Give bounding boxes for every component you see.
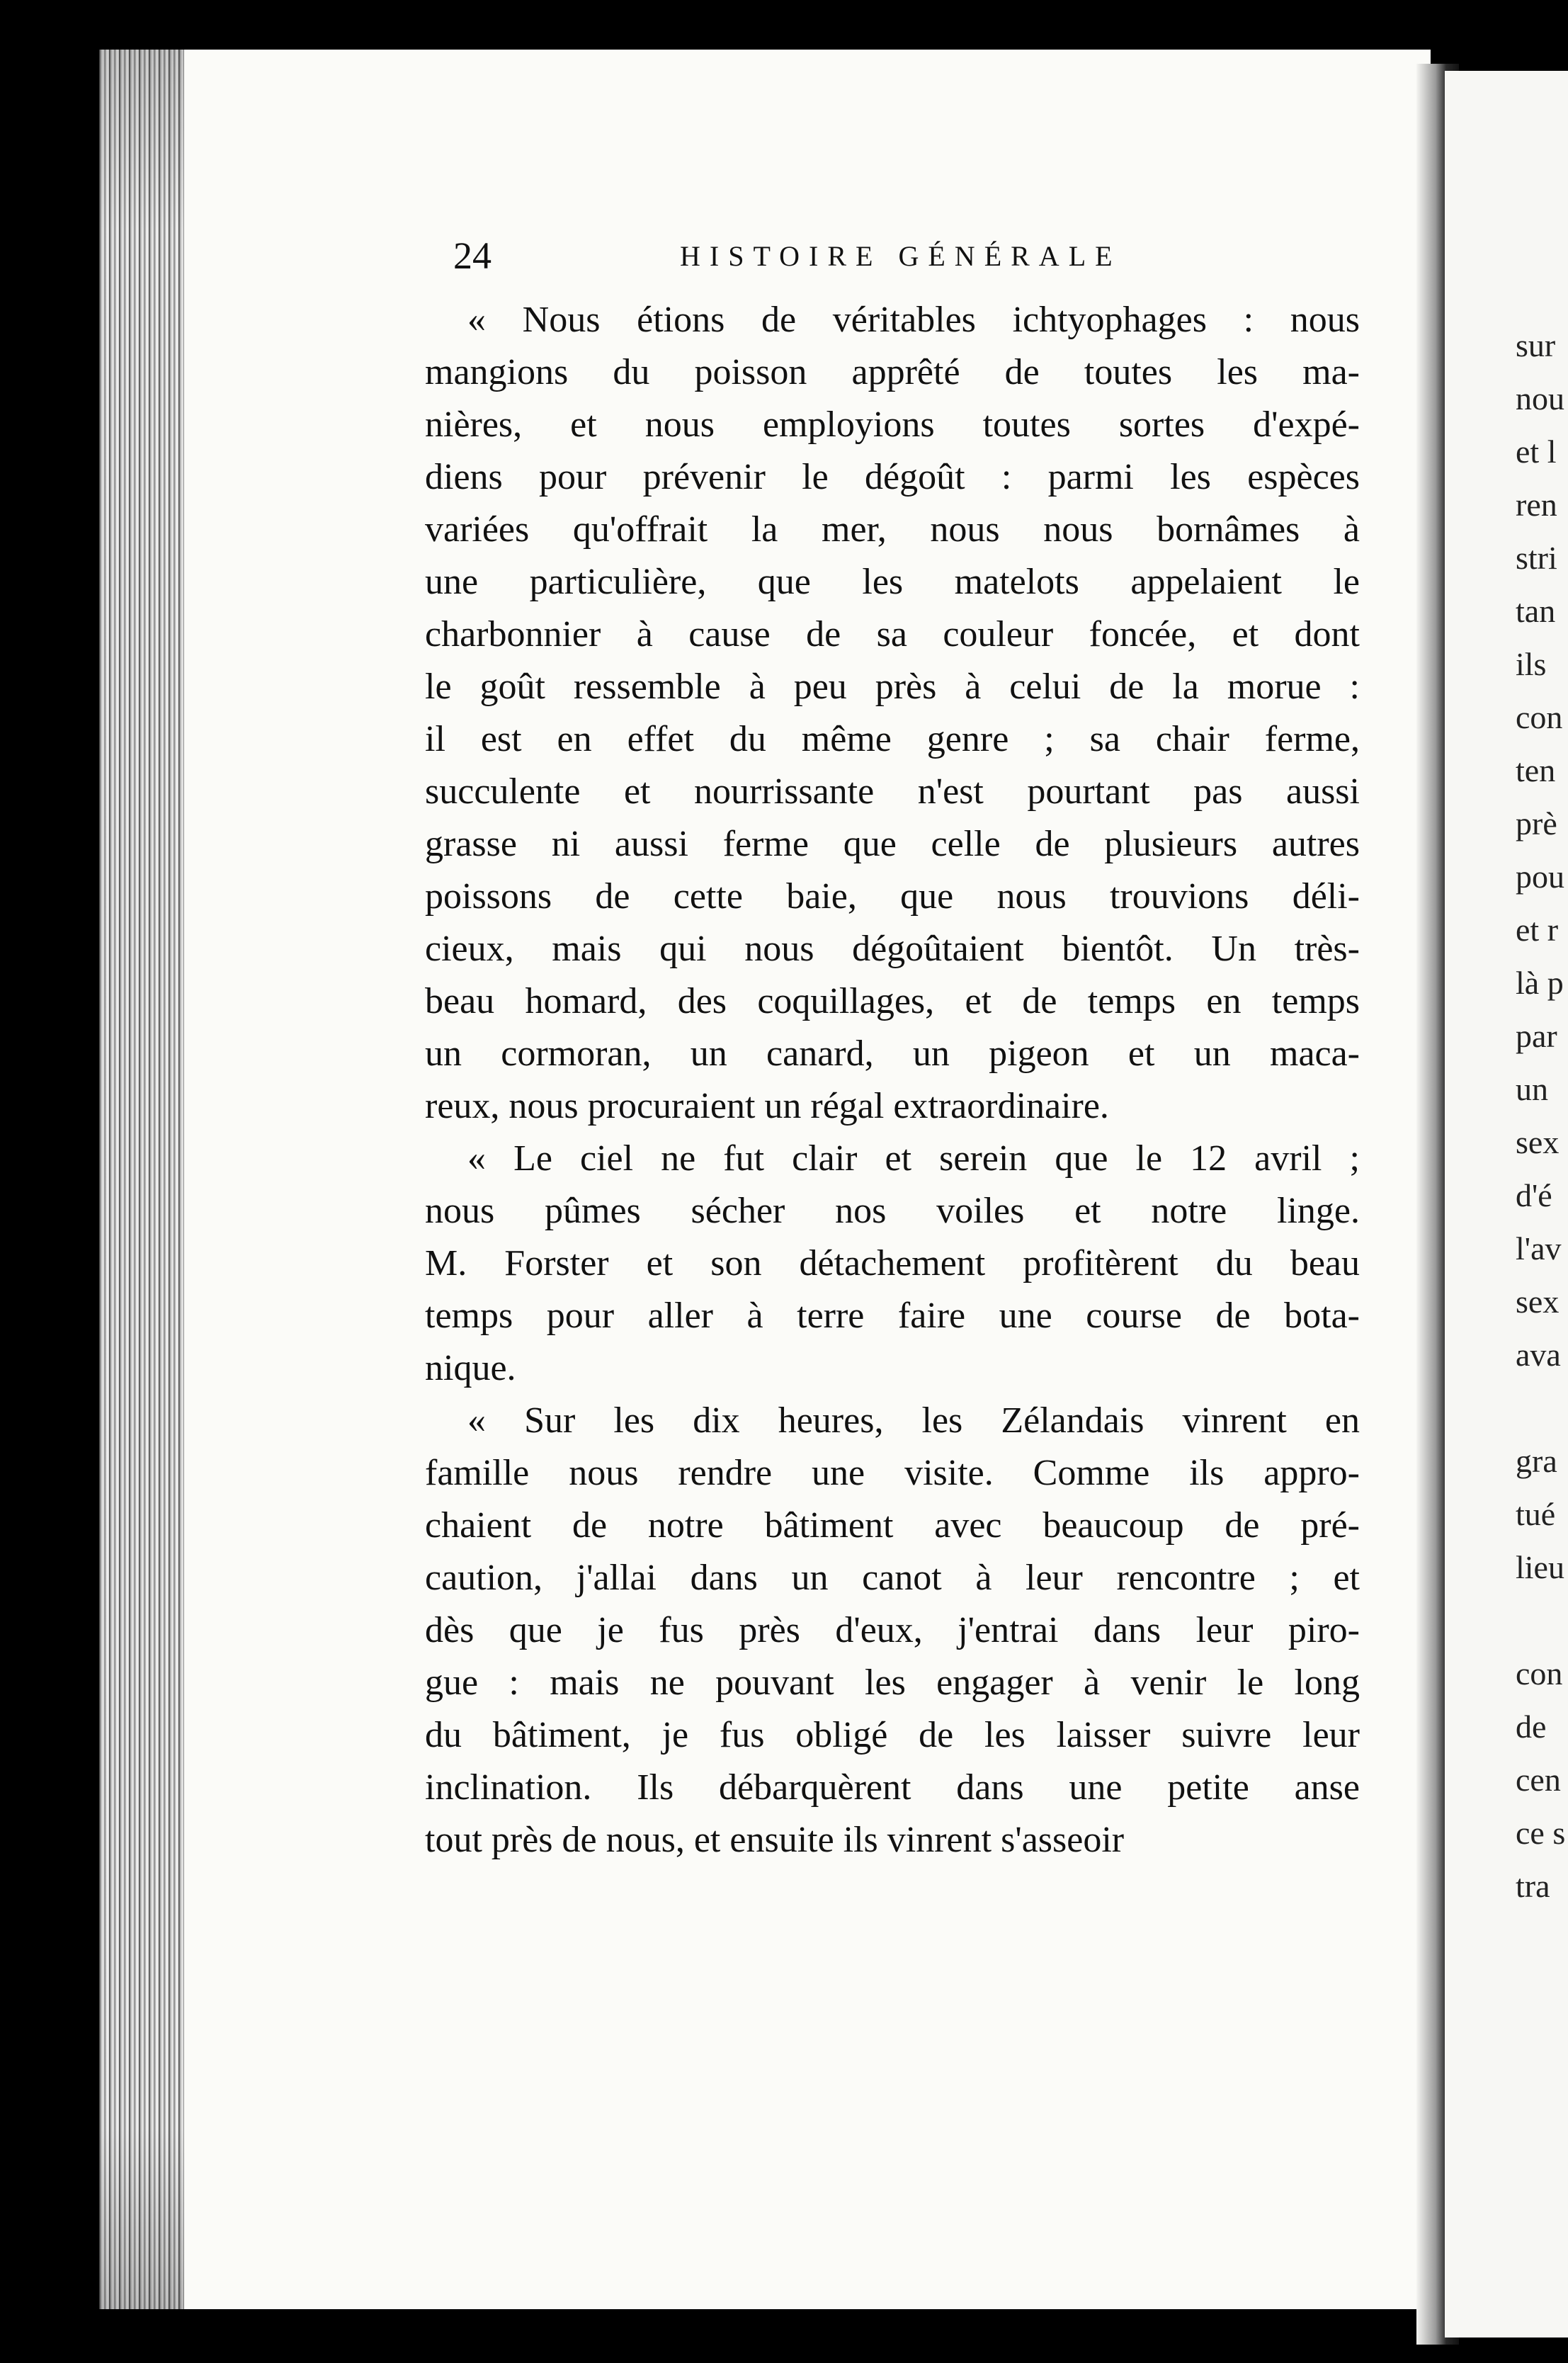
text-line: inclination. Ils débarquèrent dans une petite anse xyxy=(425,1767,1360,1808)
paragraph xyxy=(425,1395,1360,1866)
running-head: HISTOIRE GÉNÉRALE xyxy=(680,240,1122,272)
facing-fragment: ren xyxy=(1516,487,1557,523)
text-line: M. Forster et son détachement profitèrent du beau xyxy=(425,1243,1360,1284)
page-number: 24 xyxy=(453,234,492,277)
facing-fragment: d'é xyxy=(1516,1177,1552,1213)
body-text xyxy=(425,294,1360,1866)
text-line: « Nous étions de véritables ichtyophages : nous xyxy=(467,300,1360,340)
text-line: « Le ciel ne fut clair et serein que le 12 avril ; xyxy=(467,1138,1360,1179)
facing-fragment: un xyxy=(1516,1071,1548,1107)
facing-fragment: sur xyxy=(1516,327,1556,363)
facing-fragment: prè xyxy=(1516,805,1557,842)
facing-fragment: sex xyxy=(1516,1284,1560,1320)
text-line: un cormoran, un canard, un pigeon et un maca- xyxy=(425,1033,1360,1074)
facing-fragment: cen xyxy=(1516,1762,1561,1798)
paragraph xyxy=(425,294,1360,1133)
facing-fragment: tan xyxy=(1516,593,1556,629)
text-line: le goût ressemble à peu près à celui de la morue : xyxy=(425,667,1360,707)
text-line: grasse ni aussi ferme que celle de plusieurs autres xyxy=(425,824,1360,864)
facing-fragment: et r xyxy=(1516,912,1559,948)
facing-fragment: pou xyxy=(1516,858,1564,895)
paragraph xyxy=(425,1133,1360,1395)
facing-fragment: sex xyxy=(1516,1124,1560,1160)
facing-fragment: ten xyxy=(1516,752,1556,788)
text-line: caution, j'allai dans un canot à leur rencontre ; et xyxy=(425,1558,1360,1598)
facing-fragment xyxy=(1516,1594,1568,1647)
facing-fragment: par xyxy=(1516,1018,1557,1054)
facing-fragment: ils xyxy=(1516,646,1547,682)
page-header xyxy=(453,234,1346,283)
facing-fragment: tué xyxy=(1516,1496,1556,1532)
text-line: beau homard, des coquillages, et de temps en temps xyxy=(425,981,1360,1021)
facing-fragment: de xyxy=(1516,1708,1547,1745)
text-line: mangions du poisson apprêté de toutes les ma- xyxy=(425,352,1360,392)
text-line: « Sur les dix heures, les Zélandais vinrent en xyxy=(467,1400,1360,1441)
facing-fragment: tra xyxy=(1516,1868,1550,1904)
facing-fragment: l'av xyxy=(1516,1230,1562,1266)
text-line: nous pûmes sécher nos voiles et notre linge. xyxy=(425,1191,1360,1231)
facing-fragment: ce s xyxy=(1516,1815,1566,1851)
text-line: il est en effet du même genre ; sa chair ferme, xyxy=(425,719,1360,759)
text-line: reux, nous procuraient un régal extraordinaire. xyxy=(425,1086,1109,1126)
text-line: cieux, mais qui nous dégoûtaient bientôt. Un très- xyxy=(425,929,1360,969)
text-line: nique. xyxy=(425,1348,516,1388)
text-line: dès que je fus près d'eux, j'entrai dans leur piro- xyxy=(425,1610,1360,1650)
text-line: nières, et nous employions toutes sortes d'expé- xyxy=(425,404,1360,445)
text-line: famille nous rendre une visite. Comme ils appro- xyxy=(425,1453,1360,1493)
text-line: charbonnier à cause de sa couleur foncée, et dont xyxy=(425,614,1360,654)
facing-fragment: et l xyxy=(1516,434,1557,470)
text-line: diens pour prévenir le dégoût : parmi les espèces xyxy=(425,457,1360,497)
facing-fragment: con xyxy=(1516,699,1563,735)
text-line: tout près de nous, et ensuite ils vinrent s'asseoir xyxy=(425,1820,1125,1860)
facing-fragment: là p xyxy=(1516,965,1564,1001)
page-edges xyxy=(99,50,184,2309)
facing-fragment: ava xyxy=(1516,1337,1561,1373)
facing-fragment: gra xyxy=(1516,1443,1557,1479)
text-line: poissons de cette baie, que nous trouvions déli- xyxy=(425,876,1360,917)
text-line: succulente et nourrissante n'est pourtant pas aussi xyxy=(425,771,1360,812)
facing-fragment: con xyxy=(1516,1655,1563,1692)
text-line: variées qu'offrait la mer, nous nous bornâmes à xyxy=(425,509,1360,550)
facing-fragment: nou xyxy=(1516,380,1564,416)
facing-fragment: stri xyxy=(1516,540,1557,576)
text-line: gue : mais ne pouvant les engager à venir le long xyxy=(425,1662,1360,1703)
facing-page-text xyxy=(1516,319,1568,1912)
facing-fragment xyxy=(1516,1381,1568,1434)
facing-fragment: lieu xyxy=(1516,1549,1564,1585)
text-line: du bâtiment, je fus obligé de les laisser suivre leur xyxy=(425,1715,1360,1755)
text-line: chaient de notre bâtiment avec beaucoup de pré- xyxy=(425,1505,1360,1546)
text-line: temps pour aller à terre faire une course de bota- xyxy=(425,1296,1360,1336)
text-line: une particulière, que les matelots appelaient le xyxy=(425,562,1360,602)
